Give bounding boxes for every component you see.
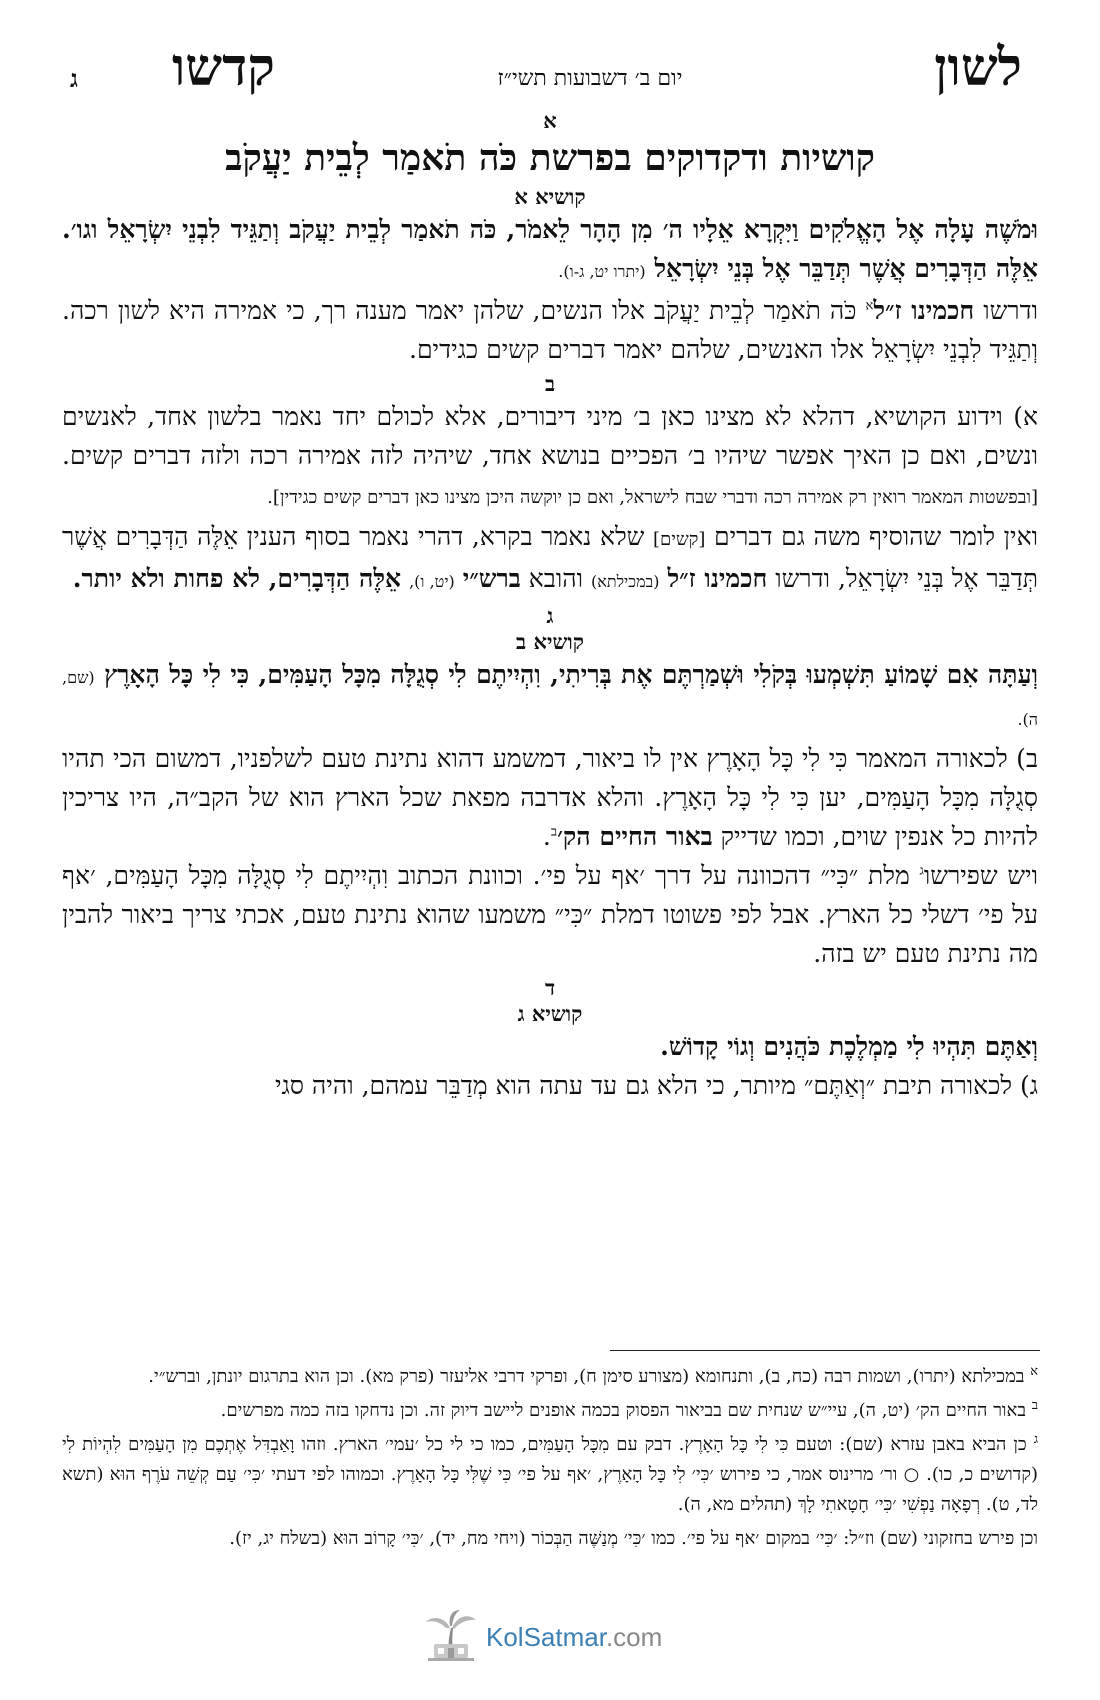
paragraph-text: אֵלֶּה הַדְּבָרִים, לא פחות ולא יותר. bbox=[72, 564, 402, 593]
inline-reference: (במכילתא) bbox=[590, 572, 660, 591]
question-label: קושיא א bbox=[514, 184, 586, 209]
paragraph-text: מלת ״כִּי״ דהכוונה על דרך ׳אף על פי׳. וכוונת הכתוב וִהְיִיתֶם לִי סְגֻלָּה מִכָּל הָעַמִּים, ׳אף על פי׳ דשלי כל הארץ. אבל לפי פשוטו דמלת ״כִּי״ משמעו שהוא נתינת טעם, אכתי צריך ביאור להבין מה נתינת טעם יש בזה. bbox=[62, 861, 1038, 968]
section-letter: ג bbox=[546, 603, 554, 628]
paragraph bbox=[62, 397, 1038, 517]
section-letter: ב bbox=[544, 371, 556, 396]
footnote bbox=[62, 1362, 1038, 1392]
footnote-mark: א bbox=[1030, 1364, 1038, 1379]
watermark bbox=[420, 1608, 680, 1668]
source-name: חכמינו ז״ל bbox=[873, 296, 975, 325]
question-label: קושיא ב bbox=[516, 629, 584, 654]
verse-reference: (שם, ה). bbox=[62, 668, 1038, 729]
question-label: קושיא ג bbox=[517, 1001, 583, 1026]
header-date: יום ב׳ דשבועות תשי״ז bbox=[497, 66, 683, 91]
footnote-text: באור החיים הק׳ (יט, ה), עיי״ש שנחית שם בביאור הפסוק בכמה אופנים ליישב דיוק זה. וכן נדחקו בזה כמה מפרשים. bbox=[220, 1400, 1026, 1421]
source-name: ברש״י bbox=[462, 564, 521, 593]
footnote-mark: ב bbox=[1031, 1398, 1038, 1413]
section-letter: א bbox=[543, 108, 557, 133]
verse-reference: (יתרו יט, ג-ו). bbox=[558, 262, 646, 281]
footnote-marker: ג bbox=[919, 863, 924, 879]
paragraph bbox=[62, 517, 1038, 601]
section-letter: ד bbox=[544, 975, 556, 1000]
paragraph-text: ודרשו bbox=[983, 296, 1038, 325]
footnote bbox=[62, 1396, 1038, 1426]
source-name: באור החיים הק׳ bbox=[557, 822, 713, 851]
paragraph-text: שלא נאמר בקרא, דהרי נאמר בסוף הענין אֵלֶּה הַדְּבָרִים אֲשֶׁר תְּדַבֵּר אֶל בְּנֵי יִשְׂרָאֵל, ודרשו bbox=[62, 522, 1038, 593]
paragraph-text: ב) לכאורה המאמר כִּי לִי כָּל הָאָרֶץ אין לו ביאור, דמשמע דהוא נתינת טעם לשלפניו, דמשום הכי תהיו סְגֻלָּה מִכָּל הָעַמִּים, יען כִּי לִי כָּל הָאָרֶץ. והלא אדרבה מפאת שכל הארץ הוא של הקב״ה, היו צריכין להיות כל אנפין שוים, וכמו שדייק bbox=[62, 744, 1038, 851]
paragraph-text: ואין לומר שהוסיף משה גם דברים bbox=[713, 522, 1038, 551]
paragraph-text: כֹּה תֹאמַר לְבֵית יַעֲקֹב אלו הנשים, שלהן יאמר מענה רך, כי אמירה היא לשון רכה. וְתַגֵּיד לִבְנֵי יִשְׂרָאֵל אלו האנשים, שלהם יאמר דברים קשים כגידים. bbox=[62, 296, 1038, 364]
verse-quote bbox=[62, 655, 1038, 739]
paragraph bbox=[62, 856, 1038, 973]
inline-note: [קשים] bbox=[652, 529, 706, 550]
verse-quote bbox=[62, 1027, 1038, 1066]
watermark-text bbox=[486, 1622, 662, 1653]
footnote bbox=[62, 1430, 1038, 1520]
watermark-domain: .com bbox=[605, 1622, 663, 1652]
footnote-mark: ג bbox=[1033, 1432, 1038, 1447]
footnote-text: במכילתא (יתרו), ושמות רבה (כח, ב), ותנחומא (מצורע סימן ח), ופרקי דרבי אליעזר (פרק מא). וכן הוא בתרגום יונתן, וברש״י. bbox=[148, 1366, 1025, 1387]
verse-text: וְעַתָּה אִם שָׁמוֹעַ תִּשְׁמְעוּ בְּקֹלִי וּשְׁמַרְתֶּם אֶת בְּרִיתִי, וִהְיִיתֶם לִי סְגֻלָּה מִכָּל הָעַמִּים, כִּי לִי כָּל הָאָרֶץ bbox=[104, 660, 1038, 689]
page-number: ג bbox=[70, 64, 78, 93]
bracket-note: [ובפשטות המאמר רואין רק אמירה רכה ודברי שבח לישראל, ואם כן יוקשה היכן מצינו כאן דברים קשים כגידין]. bbox=[267, 487, 1038, 508]
header-title-left: קדשו bbox=[172, 37, 275, 98]
paragraph-text: ג) לכאורה תיבת ״וְאַתֶּם״ מיותר, כי הלא גם עד עתה הוא מְדַבֵּר עמהם, והיה סגי bbox=[274, 1071, 1038, 1100]
footnote-text: כן הביא באבן עזרא (שם): וטעם כִּי לִי כָּל הָאָרֶץ. דבק עם מִכָּל הָעַמִּים, כמו כי לי כל ׳עמי׳ הארץ. וזהו וָאַבְדִּל אֶתְכֶם מִן הָעַמִּים לִהְיוֹת לִי (קדושים כ, כו). ○ ור׳ מרינוס אמר, כי פירוש ׳כִּי׳ לִי כָּל הָאָרֶץ, ׳אף על פי׳ כִּי שֶׁלִּי כָּל הָאָרֶץ. וכמוהו לפי דעתי ׳כִּי׳ עַם קְשֵׁה עֹרֶף הוּא (תשא לד, ט). רְפָאָה נַפְשִׁי ׳כִּי׳ חָטָאתִי לָךְ (תהלים מא, ה). bbox=[62, 1434, 1038, 1515]
paragraph bbox=[62, 1066, 1038, 1105]
running-header bbox=[60, 28, 1040, 108]
footnote-divider bbox=[610, 1350, 1040, 1351]
source-name: חכמינו ז״ל bbox=[667, 564, 768, 593]
paragraph-text: ויש שפירשו bbox=[923, 861, 1038, 890]
watermark-brand: KolSatmar bbox=[486, 1622, 606, 1652]
inline-reference: (יט, ו), bbox=[409, 572, 455, 591]
footnote-marker: א bbox=[865, 298, 874, 314]
footnotes bbox=[62, 1362, 1038, 1558]
verse-quote bbox=[62, 210, 1038, 291]
paragraph: ב) לכאורה המאמר כִּי לִי כָּל הָאָרֶץ אין לו ביאור, דמשמע דהוא נתינת טעם לשלפניו, דמשום הכי תהיו סְגֻלָּה מִכָּל הָעַמִּים, יען כִּי לִי כָּל הָאָרֶץ. והלא אדרבה מפאת שכל הארץ הוא של הקב״ה, היו צריכין להיות כל אנפין שוים, וכמו שדייק באור החיים הק׳$^ב$. bbox=[62, 744, 1038, 851]
verse-text: וּמֹשֶׁה עָלָה אֶל הָאֱלֹקִים וַיִּקְרָא אֵלָיו ה׳ מִן הָהָר לֵאמֹר, כֹּה תֹאמַר לְבֵית יַעֲקֹב וְתַגֵּיד לִבְנֵי יִשְׂרָאֵל וגו׳. אֵלֶּה הַדְּבָרִים אֲשֶׁר תְּדַבֵּר אֶל בְּנֵי יִשְׂרָאֵל bbox=[62, 215, 1038, 283]
verse-text: וְאַתֶּם תִּהְיוּ לִי מַמְלֶכֶת כֹּהֲנִים וְגוֹי קָדוֹשׁ. bbox=[660, 1032, 1038, 1061]
footnote-text: וכן פירש בחזקוני (שם) וז״ל: ׳כִּי׳ במקום ׳אף על פי׳. כמו ׳כִּי׳ מְנַשֶּׁה הַבְּכוֹר (ויחי מח, יד), ׳כִּי׳ קָרוֹב הוּא (בשלח יג, יז). bbox=[229, 1528, 1038, 1549]
footnote-marker: ב bbox=[550, 824, 558, 840]
header-title-right: לשון bbox=[934, 37, 1022, 98]
paragraph-text: והובא bbox=[528, 564, 584, 593]
main-text bbox=[62, 108, 1038, 1105]
chapter-title: קושיות ודקדוקים בפרשת כֹּה תֹאמַר לְבֵית יַעֲקֹב bbox=[225, 137, 875, 179]
palm-tree-house-logo-icon bbox=[422, 1608, 480, 1666]
paragraph-text: א) וידוע הקושיא, דהלא לא מצינו כאן ב׳ מיני דיבורים, אלא לכולם יחד נאמר בלשון אחד, לאנשים ונשים, ואם כן האיך אפשר שיהיו ב׳ הפכיים בנושא אחד, שיהיה לזה אמירה רכה ולזה דברים קשים. bbox=[62, 402, 1038, 470]
footnote bbox=[62, 1524, 1038, 1554]
paragraph bbox=[62, 291, 1038, 369]
